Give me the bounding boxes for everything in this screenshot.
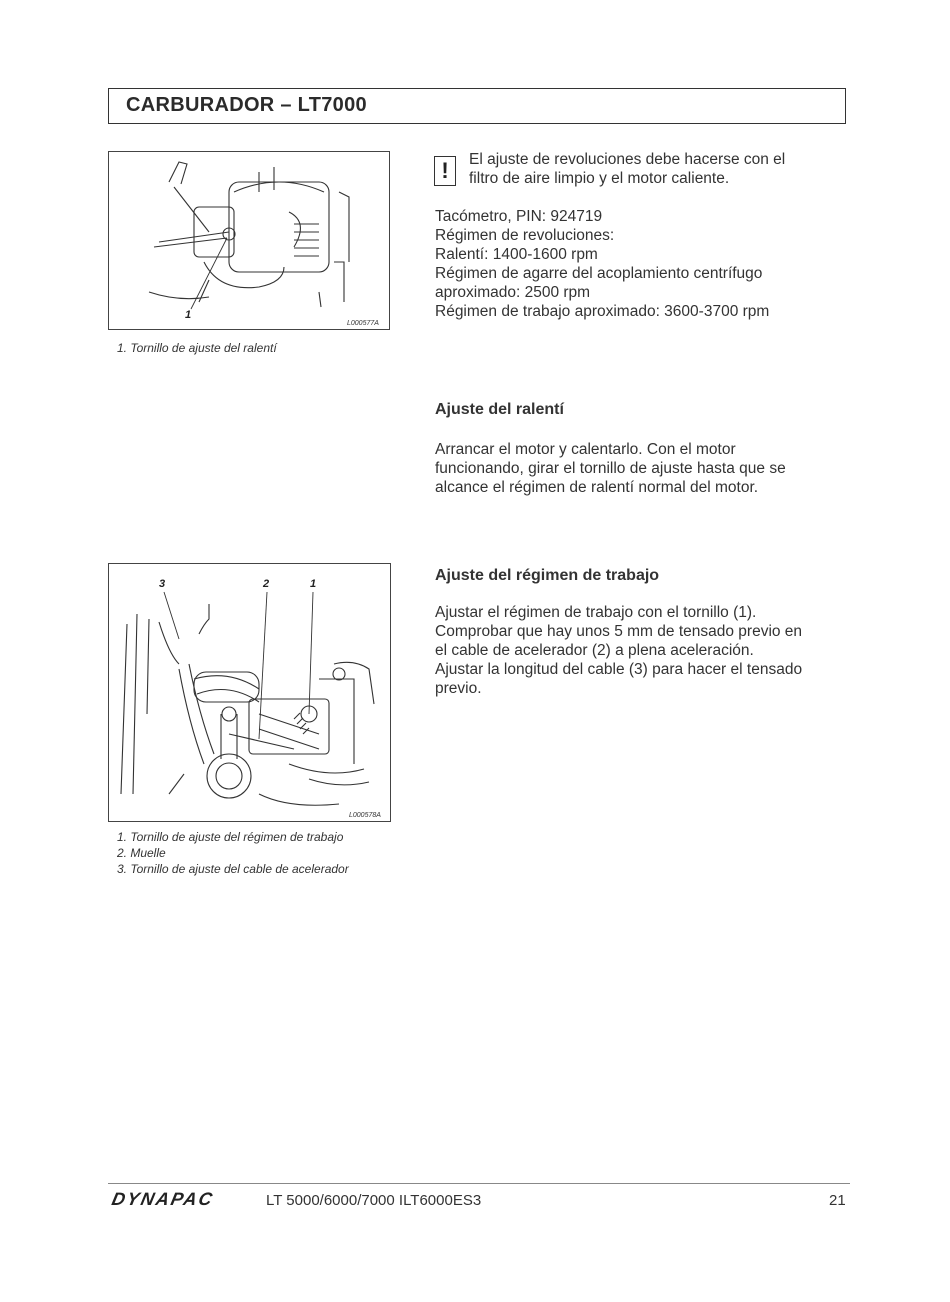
figure2-caption xyxy=(117,829,349,877)
brand-logo: DYNAPAC xyxy=(109,1189,216,1209)
throttle-adjust-illustration xyxy=(109,564,392,823)
idle-line: alcance el régimen de ralentí normal del motor. xyxy=(435,479,759,496)
figure2-code: L000578A xyxy=(349,812,381,819)
work-line: Ajustar el régimen de trabajo con el tornillo (1). xyxy=(435,604,757,621)
carburetor-idle-illustration xyxy=(109,152,391,331)
caption-line: 2. Muelle xyxy=(117,846,166,860)
work-line: Ajustar la longitud del cable (3) para hacer el tensado xyxy=(435,661,803,678)
figure1-callout-1: 1 xyxy=(185,309,192,321)
caption-line: 3. Tornillo de ajuste del cable de acelerador xyxy=(117,862,349,876)
warning-line: filtro de aire limpio y el motor caliente. xyxy=(469,170,730,187)
spec-line: Régimen de agarre del acoplamiento centrífugo xyxy=(435,265,763,282)
work-speed-text xyxy=(435,603,802,698)
spec-line: aproximado: 2500 rpm xyxy=(435,284,591,301)
idle-line: funcionando, girar el tornillo de ajuste hasta que se xyxy=(435,460,786,477)
figure2-callout-3: 3 xyxy=(159,578,166,590)
work-line: el cable de acelerador (2) a plena aceleración. xyxy=(435,642,754,659)
warning-icon: ! xyxy=(434,156,456,186)
figure1-code: L000577A xyxy=(347,320,379,327)
warning-text xyxy=(469,150,785,188)
warning-line: El ajuste de revoluciones debe hacerse con el xyxy=(469,151,786,168)
work-line: previo. xyxy=(435,680,482,697)
figure2-callout-1: 1 xyxy=(310,578,317,590)
footer-model: LT 5000/6000/7000 ILT6000ES3 xyxy=(266,1192,482,1209)
figure1-caption xyxy=(117,340,277,356)
idle-adjust-heading: Ajuste del ralentí xyxy=(435,401,564,418)
figure2-callout-2: 2 xyxy=(263,578,270,590)
footer-divider xyxy=(108,1183,850,1184)
speed-specs xyxy=(435,207,769,321)
work-line: Comprobar que hay unos 5 mm de tensado previo en xyxy=(435,623,803,640)
spec-line: Tacómetro, PIN: 924719 xyxy=(435,208,603,225)
figure-carburetor-idle xyxy=(108,151,390,330)
idle-adjust-text xyxy=(435,440,786,497)
spec-line: Régimen de trabajo aproximado: 3600-3700 rpm xyxy=(435,303,770,320)
spec-line: Ralentí: 1400-1600 rpm xyxy=(435,246,598,263)
caption-line: 1. Tornillo de ajuste del régimen de trabajo xyxy=(117,830,344,844)
work-speed-heading: Ajuste del régimen de trabajo xyxy=(435,567,660,584)
idle-line: Arrancar el motor y calentarlo. Con el motor xyxy=(435,441,736,458)
page-title: CARBURADOR – LT7000 xyxy=(126,94,367,116)
caption-line: 1. Tornillo de ajuste del ralentí xyxy=(117,341,277,355)
page-number: 21 xyxy=(829,1192,846,1209)
spec-line: Régimen de revoluciones: xyxy=(435,227,615,244)
section-title-box xyxy=(108,88,846,124)
figure-throttle-adjust xyxy=(108,563,391,822)
